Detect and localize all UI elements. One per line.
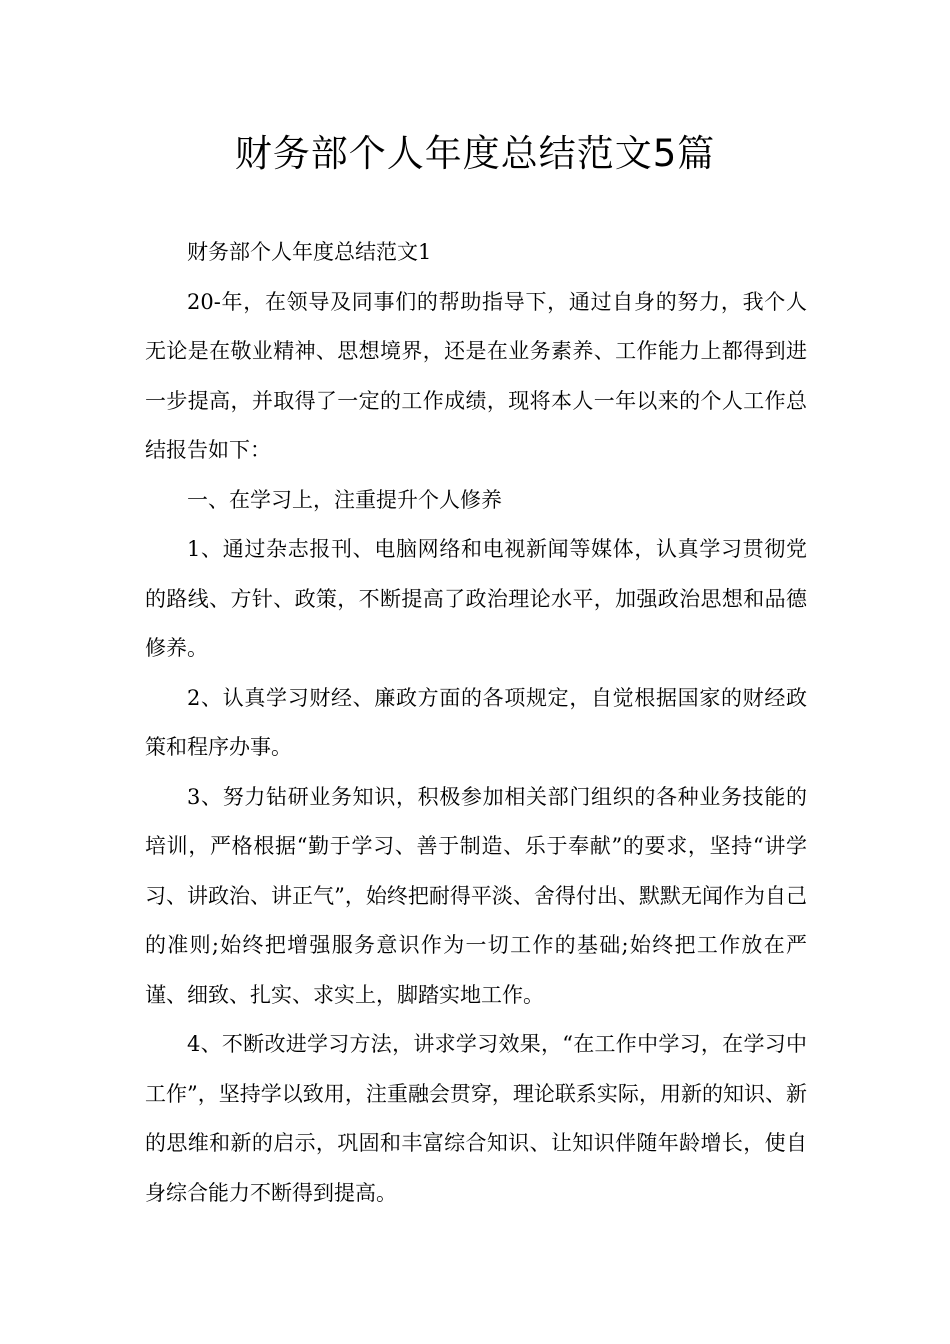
item-paragraph-3: 3、努力钻研业务知识，积极参加相关部门组织的各种业务技能的培训，严格根据“勤于学习、善于制造、乐于奉献”的要求，坚持“讲学习、讲政治、讲正气”，始终把耐得平淡、舍得付出、默默无闻作为自己的准则;始终把增强服务意识作为一切工作的基础;始终把工作放在严谨、细致、扎实、求实上，脚踏实地工作。	[145, 784, 807, 1007]
item-paragraph-2: 2、认真学习财经、廉政方面的各项规定，自觉根据国家的财经政策和程序办事。	[145, 685, 807, 759]
intro-paragraph: 20-年，在领导及同事们的帮助指导下，通过自身的努力，我个人无论是在敬业精神、思想境界，还是在业务素养、工作能力上都得到进一步提高，并取得了一定的工作成绩，现将本人一年以来的个人工作总结报告如下：	[145, 289, 807, 462]
subsection-heading: 一、在学习上，注重提升个人修养	[187, 487, 502, 512]
item-paragraph-1: 1、通过杂志报刊、电脑网络和电视新闻等媒体，认真学习贯彻党的路线、方针、政策，不断提高了政治理论水平，加强政治思想和品德修养。	[145, 537, 807, 660]
item-paragraph-4: 4、不断改进学习方法，讲求学习效果，“在工作中学习，在学习中工作”，坚持学以致用，注重融会贯穿，理论联系实际，用新的知识、新的思维和新的启示，巩固和丰富综合知识、让知识伴随年龄增长，使自身综合能力不断得到提高。	[145, 1032, 807, 1205]
section-heading: 财务部个人年度总结范文1	[187, 240, 432, 264]
document-body	[145, 228, 807, 1218]
document-title: 财务部个人年度总结范文5篇	[234, 132, 716, 175]
